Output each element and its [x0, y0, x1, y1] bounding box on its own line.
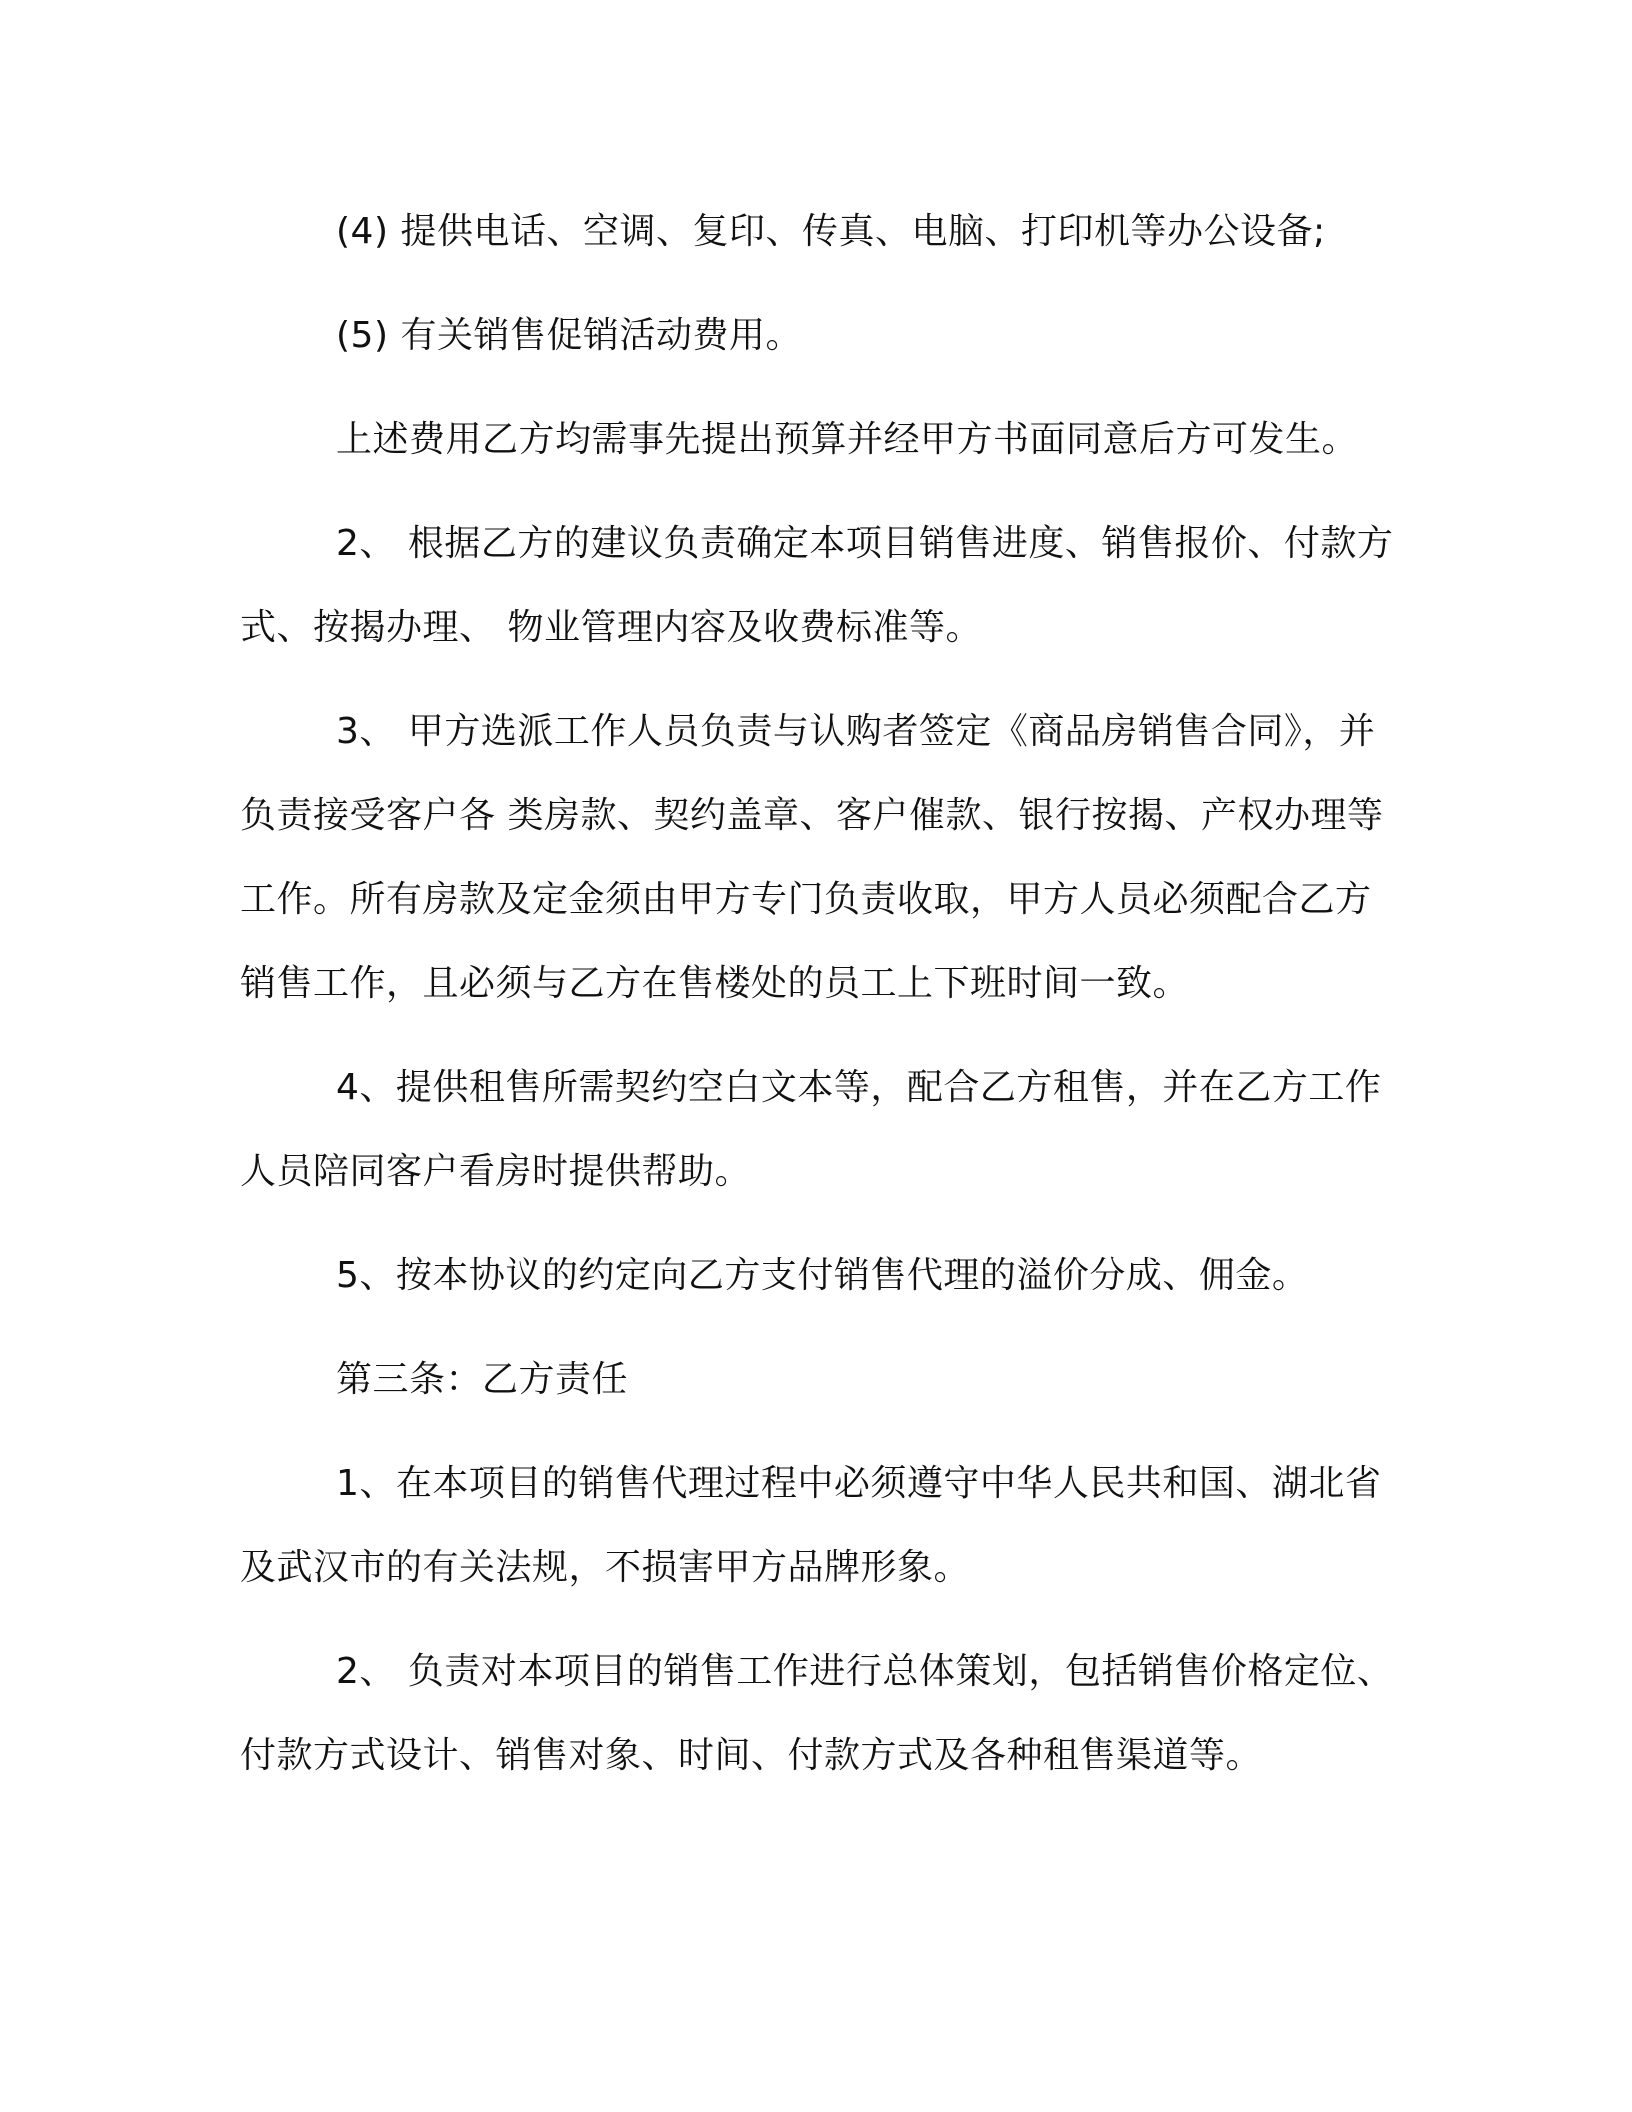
- paragraph-item-5-commission: 5、按本协议的约定向乙方支付销售代理的溢价分成、佣金。: [336, 1255, 1309, 1296]
- paragraph-item-3-contract-signing: 3、 甲方选派工作人员负责与认购者签定《商品房销售合同》，并负责接受客户各 类房款、契约盖章、客户催款、银行按揭、产权办理等工作。所有房款及定金须由甲方专门负责收取，甲方人员必须配合乙方销售工作，且必须与乙方在售楼处的员工上下班时间一致。: [240, 711, 1384, 1004]
- paragraph-item-4-rental-support: 4、提供租售所需契约空白文本等，配合乙方租售，并在乙方工作人员陪同客户看房时提供帮助。: [240, 1067, 1382, 1192]
- paragraph-office-equipment: (4) 提供电话、空调、复印、传真、电脑、打印机等办公设备;: [336, 211, 1326, 252]
- paragraph-promotion-costs: (5) 有关销售促销活动费用。: [336, 315, 802, 356]
- paragraph-party-b-item-1: 1、在本项目的销售代理过程中必须遵守中华人民共和国、湖北省及武汉市的有关法规，不损害甲方品牌形象。: [240, 1463, 1382, 1588]
- document-body: [240, 190, 1400, 1818]
- paragraph-party-b-item-2: 2、 负责对本项目的销售工作进行总体策划，包括销售价格定位、付款方式设计、销售对象、时间、付款方式及各种租售渠道等。: [240, 1651, 1394, 1776]
- paragraph-budget-approval: 上述费用乙方均需事先提出预算并经甲方书面同意后方可发生。: [336, 419, 1359, 460]
- paragraph-item-2-sales-plan: 2、 根据乙方的建议负责确定本项目销售进度、销售报价、付款方式、按揭办理、 物业管理内容及收费标准等。: [240, 523, 1394, 648]
- section-heading-party-b-duties: 第三条：乙方责任: [336, 1359, 629, 1400]
